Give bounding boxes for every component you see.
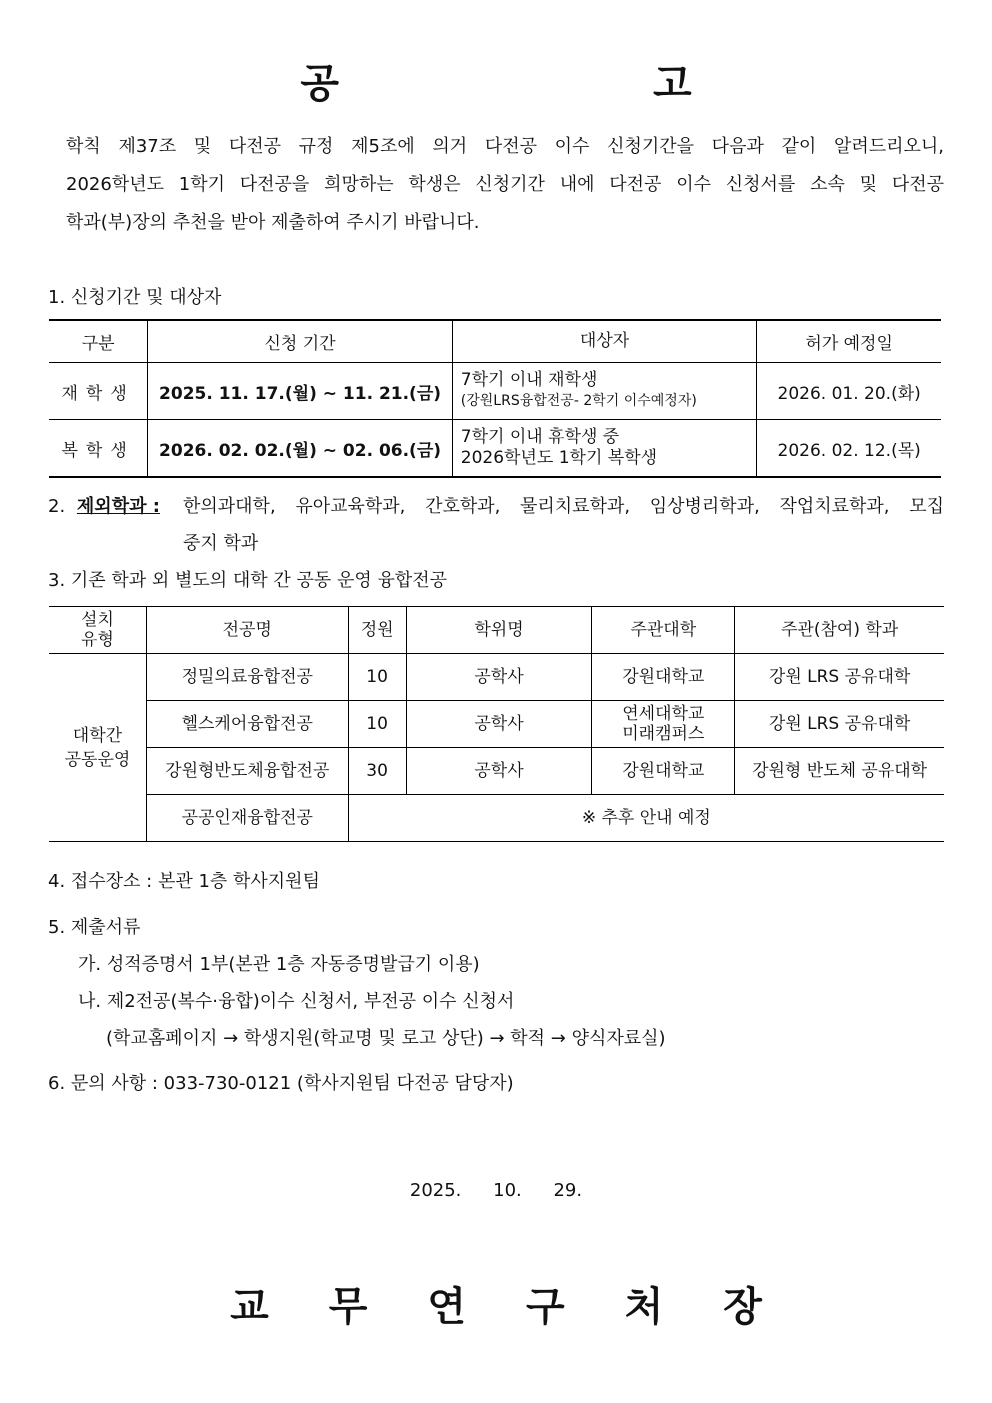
table-header: 대상자 bbox=[452, 320, 757, 363]
target-cell bbox=[452, 363, 757, 420]
notice-note: ※ 추후 안내 예정 bbox=[348, 795, 944, 842]
approval-date: 2026. 02. 12.(목) bbox=[757, 420, 941, 478]
application-period-table bbox=[49, 319, 941, 478]
table-header: 정원 bbox=[348, 607, 406, 654]
degree: 공학사 bbox=[406, 654, 592, 701]
major-name: 강원형반도체융합전공 bbox=[146, 748, 348, 795]
capacity: 10 bbox=[348, 654, 406, 701]
capacity: 10 bbox=[348, 701, 406, 748]
table-row bbox=[49, 420, 941, 478]
host-dept: 강원 LRS 공유대학 bbox=[735, 654, 944, 701]
section-3-heading: 3. 기존 학과 외 별도의 대학 간 공동 운영 융합전공 bbox=[48, 570, 448, 591]
capacity: 30 bbox=[348, 748, 406, 795]
major-name: 헬스케어융합전공 bbox=[146, 701, 348, 748]
table-header: 설치 유형 bbox=[49, 607, 146, 654]
section-2-num: 2. bbox=[48, 496, 66, 517]
excluded-list-line2: 중지 학과 bbox=[183, 533, 259, 554]
table-header: 전공명 bbox=[146, 607, 348, 654]
major-name: 공공인재융합전공 bbox=[146, 795, 348, 842]
intro-line: 학칙 제37조 및 다전공 규정 제5조에 의거 다전공 이수 신청기간을 다음과 같이 알려드리오니, bbox=[66, 136, 944, 157]
joint-major-table bbox=[49, 606, 944, 842]
table-header: 주관(참여) 학과 bbox=[735, 607, 944, 654]
degree: 공학사 bbox=[406, 748, 592, 795]
target-cell bbox=[452, 420, 757, 478]
section-2 bbox=[48, 492, 160, 518]
target-line: 2026학년도 1학기 복학생 bbox=[460, 448, 658, 468]
target-line: 7학기 이내 휴학생 중 bbox=[460, 427, 620, 447]
table-row bbox=[49, 748, 944, 795]
student-type: 재학생 bbox=[49, 363, 148, 420]
section-6: 6. 문의 사항 : 033-730-0121 (학사지원팀 다전공 담당자) bbox=[48, 1073, 514, 1094]
degree: 공학사 bbox=[406, 701, 592, 748]
document-item-2-path: (학교홈페이지 → 학생지원(학교명 및 로고 상단) → 학적 → 양식자료실) bbox=[106, 1028, 666, 1049]
section-1-heading: 1. 신청기간 및 대상자 bbox=[48, 287, 222, 308]
target-line: (강원LRS융합전공- 2학기 이수예정자) bbox=[460, 393, 697, 409]
table-header: 구분 bbox=[49, 320, 148, 363]
document-item-1: 가. 성적증명서 1부(본관 1층 자동증명발급기 이용) bbox=[78, 954, 480, 975]
page-title: 공 고 bbox=[300, 61, 842, 107]
major-name: 정밀의료융합전공 bbox=[146, 654, 348, 701]
table-header: 신청 기간 bbox=[148, 320, 453, 363]
student-type: 복학생 bbox=[49, 420, 148, 478]
excluded-list-line1: 한의과대학, 유아교육학과, 간호학과, 물리치료학과, 임상병리학과, 작업치료학과, 모집 bbox=[183, 496, 944, 517]
table-row bbox=[49, 795, 944, 842]
table-row bbox=[49, 701, 944, 748]
host-dept: 강원 LRS 공유대학 bbox=[735, 701, 944, 748]
table-header: 주관대학 bbox=[592, 607, 735, 654]
target-line: 7학기 이내 재학생 bbox=[460, 370, 598, 390]
host-univ: 강원대학교 bbox=[592, 748, 735, 795]
application-period: 2026. 02. 02.(월) ~ 02. 06.(금) bbox=[148, 420, 453, 478]
table-header: 학위명 bbox=[406, 607, 592, 654]
intro-line: 2026학년도 1학기 다전공을 희망하는 학생은 신청기간 내에 다전공 이수 신청서를 소속 및 다전공 bbox=[66, 174, 944, 195]
section-4: 4. 접수장소 : 본관 1층 학사지원팀 bbox=[48, 871, 320, 892]
table-row bbox=[49, 363, 941, 420]
host-univ: 연세대학교 미래캠퍼스 bbox=[592, 701, 735, 748]
install-type: 대학간 공동운영 bbox=[49, 654, 146, 842]
document-item-2: 나. 제2전공(복수·융합)이수 신청서, 부전공 이수 신청서 bbox=[78, 991, 515, 1012]
table-header: 허가 예정일 bbox=[757, 320, 941, 363]
issuer-signature: 교무연구처장 bbox=[230, 1284, 822, 1330]
application-period: 2025. 11. 17.(월) ~ 11. 21.(금) bbox=[148, 363, 453, 420]
host-univ: 강원대학교 bbox=[592, 654, 735, 701]
table-row bbox=[49, 654, 944, 701]
intro-line: 학과(부)장의 추천을 받아 제출하여 주시기 바랍니다. bbox=[66, 212, 480, 233]
section-5-heading: 5. 제출서류 bbox=[48, 917, 141, 938]
host-dept: 강원형 반도체 공유대학 bbox=[735, 748, 944, 795]
approval-date: 2026. 01. 20.(화) bbox=[757, 363, 941, 420]
notice-date: 2025. 10. 29. bbox=[409, 1180, 583, 1201]
excluded-label: 제외학과 : bbox=[76, 496, 160, 517]
intro-paragraph bbox=[66, 128, 944, 242]
